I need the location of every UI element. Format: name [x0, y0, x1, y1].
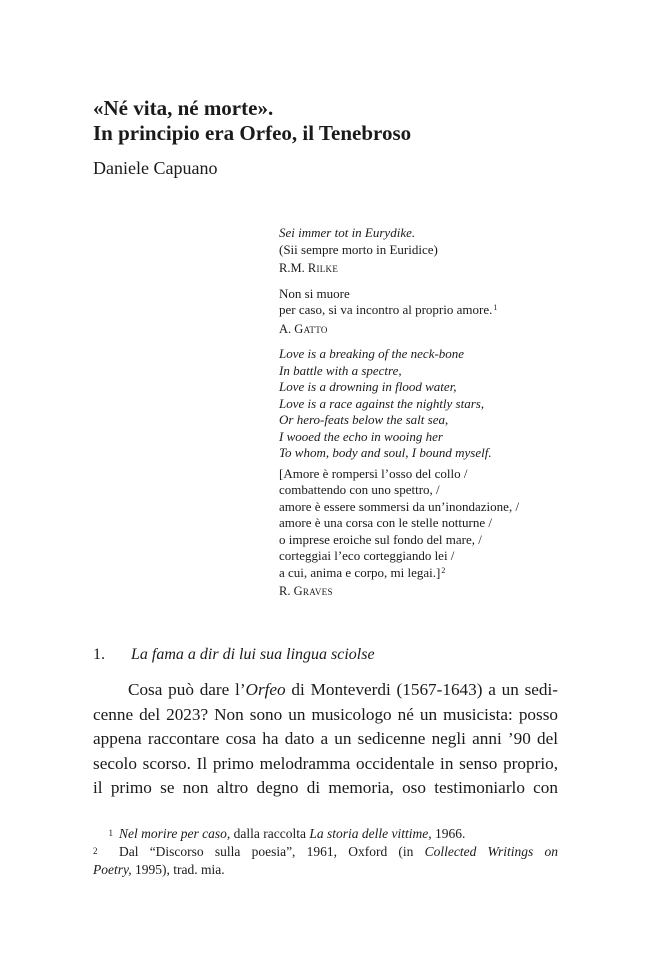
footnote-text: Collected Writings on	[424, 844, 558, 859]
epigraph-rilke	[279, 225, 579, 277]
epigraph-line	[279, 302, 579, 319]
epigraph-line: I wooed the echo in wooing her	[279, 428, 443, 444]
footnote-text: Poetry,	[93, 862, 132, 877]
epigraph-line: In battle with a spectre,	[279, 362, 402, 378]
epigraph-line: amore è una corsa con le stelle notturne /	[279, 515, 492, 530]
epigraphs	[279, 225, 579, 609]
author-name: Daniele Capuano	[93, 158, 218, 178]
footnote-text: La storia delle vittime,	[309, 826, 432, 841]
epigraph-line: (Sii sempre morto in Euridice)	[279, 241, 438, 257]
attribution-initial: A.	[279, 321, 295, 336]
title-line-2: In principio era Orfeo, il Tenebroso	[93, 121, 412, 145]
epigraph-text: per caso, si va incontro al proprio amore.	[279, 302, 493, 317]
work-title: Orfeo	[245, 680, 286, 699]
body-text: Cosa può dare l’	[128, 680, 246, 699]
section-heading	[93, 645, 375, 665]
epigraph-line: Or hero-feats below the salt sea,	[279, 412, 449, 427]
epigraph-attribution	[279, 321, 579, 338]
epigraph-line: Love is a drowning in flood water,	[279, 379, 457, 394]
body-text: di Monteverdi (1567-1643) a un sedi-	[285, 680, 558, 699]
body-line: secolo scorso. Il primo melodramma occidentale in senso proprio,	[93, 753, 558, 773]
title-line-1: «Né vita, né morte».	[93, 96, 274, 120]
footnote-2	[93, 843, 558, 861]
epigraph-line: amore è essere sommersi da un’inondazione, /	[279, 498, 520, 514]
article-title	[93, 96, 563, 146]
section-title: La fama a dir di lui sua lingua sciolse	[131, 646, 375, 663]
attribution-initial: R.	[279, 584, 294, 598]
epigraph-line	[279, 565, 579, 582]
epigraph-attribution	[279, 583, 579, 600]
epigraph-line: o imprese eroiche sul fondo del mare, /	[279, 531, 482, 547]
footnote-1	[93, 825, 558, 843]
section-number: 1.	[93, 646, 105, 663]
epigraph-attribution	[279, 260, 579, 277]
epigraph-line: Love is a breaking of the neck-bone	[279, 346, 465, 361]
footnote-text: 1966.	[431, 826, 466, 841]
epigraph-line: [Amore è rompersi l’osso del collo /	[279, 465, 468, 481]
epigraph-line: Sei immer tot in Eurydike.	[279, 225, 416, 240]
epigraph-text: a cui, anima e corpo, mi legai.]	[279, 564, 441, 580]
footnote-text: dalla raccolta	[230, 826, 310, 841]
footnote-number: 1	[108, 828, 113, 838]
epigraph-line: combattendo con uno spettro, /	[279, 482, 440, 497]
attribution-initial: R.M.	[279, 261, 308, 275]
attribution-name: Rilke	[307, 261, 339, 275]
footnote-ref[interactable]: 2	[441, 565, 446, 575]
body-paragraph	[93, 678, 558, 801]
footnotes	[93, 825, 558, 879]
footnote-text: Nel morire per caso,	[119, 826, 231, 841]
footnote-text: 1995), trad. mia.	[131, 862, 225, 877]
epigraph-gatto	[279, 286, 579, 338]
epigraph-line: To whom, body and soul, I bound myself.	[279, 445, 492, 460]
footnote-ref[interactable]: 1	[493, 303, 498, 312]
body-line: il primo se non altro degno di memoria, oso testimoniarlo con	[93, 778, 558, 797]
attribution-name: Graves	[293, 584, 333, 598]
body-line: appena raccontare cosa ha dato a un sedicenne negli anni ’90 del	[93, 729, 558, 748]
epigraph-line: corteggiai l’eco corteggiando lei /	[279, 548, 455, 563]
epigraph-line: Love is a race against the nightly stars,	[279, 395, 485, 411]
footnote-text: Dal “Discorso sulla poesia”, 1961, Oxford (in	[119, 844, 425, 859]
attribution-name: Gatto	[294, 321, 328, 336]
body-line	[93, 678, 558, 703]
footnote-number: 2	[93, 846, 98, 856]
footnote-2-continued	[93, 861, 558, 879]
body-line: cenne del 2023? Non sono un musicologo né un musicista: posso	[93, 704, 558, 724]
epigraph-graves	[279, 346, 579, 600]
epigraph-line: Non si muore	[279, 285, 350, 301]
